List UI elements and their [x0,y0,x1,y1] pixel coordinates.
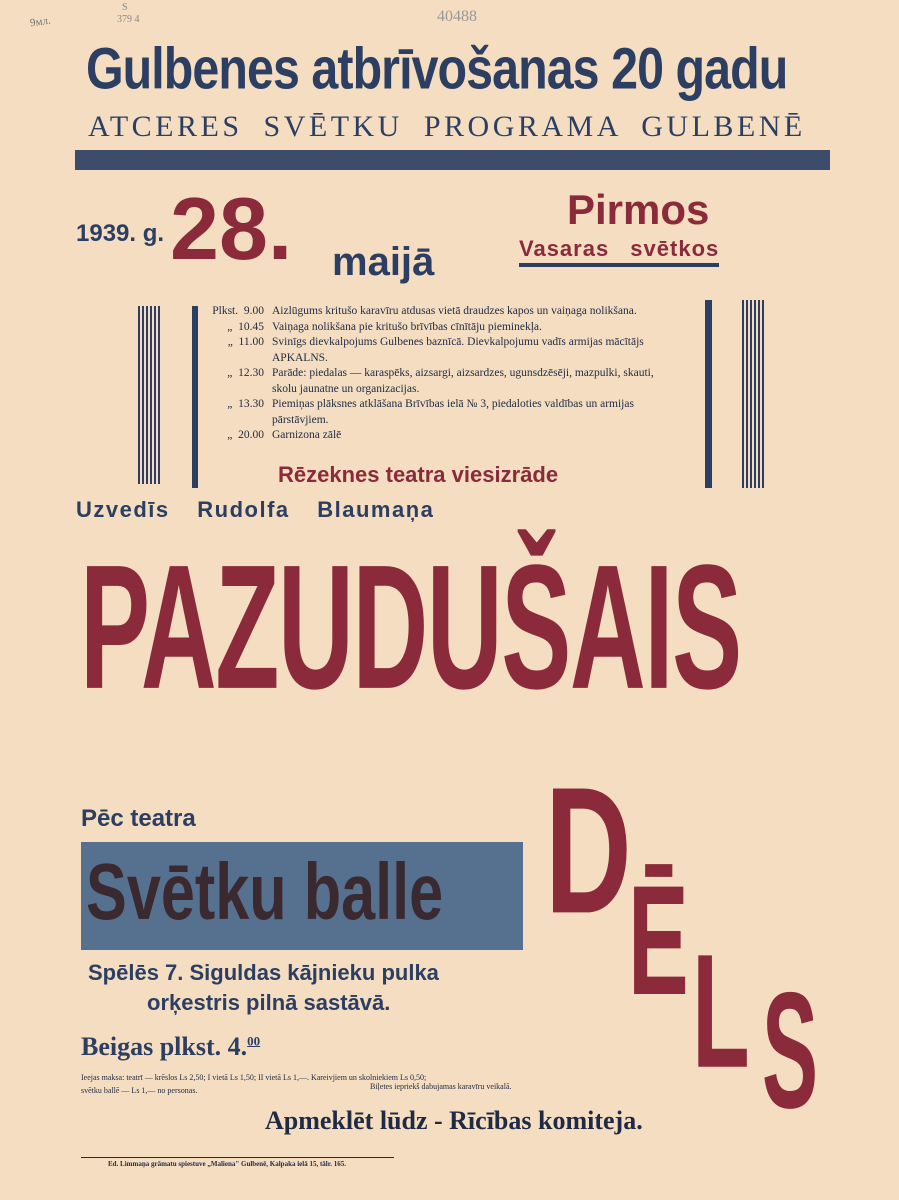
poster-title: Gulbenes atbrīvošanas 20 gadu [86,37,788,103]
ball-end-time [81,1032,260,1062]
printer-imprint: Ed. Limmaņa grāmatu spiestuve „Malienа" Gulbenē, Kalpaka ielā 15, tālr. 165. [108,1160,346,1168]
schedule-time: 13.30 [238,398,264,410]
schedule-prefix: „ [227,398,233,410]
archive-mark-left: 9мл. [29,14,52,30]
schedule-item [200,397,680,428]
play-title-letter-e: Ē [628,852,689,1028]
schedule-text: Parāde: piedalas — karaspēks, aizsargi, aizsardzes, ugunsdzēsēji, mazpulki, skauti, skolu jaunatne un organizacijas. [272,367,654,395]
festival-line2: Vasaras svētkos [519,236,719,267]
closing-line: Apmeklēt lūdz - Rīcības komiteja. [265,1106,643,1135]
poster-subtitle: ATCERES SVĒTKU PROGRAMA GULBENĒ [88,110,806,143]
date-day: 28. [170,179,293,278]
prices-line3: Biļetes iepriekš dabujamas karavīru veikalā. [370,1082,512,1091]
ball-end-minutes: 00 [247,1033,261,1049]
schedule-item [200,320,680,336]
footer-rule [81,1157,394,1158]
ball-title-box [81,842,523,950]
date-month: maijā [332,240,435,284]
header-divider [75,150,830,170]
schedule-prefix: „ [227,320,233,333]
play-title-letter-s: S [762,957,819,1143]
schedule-prefix: Plkst. [212,305,239,317]
schedule-item [200,335,680,366]
schedule-time: 10.45 [238,320,264,333]
schedule-item [200,366,680,397]
ball-music-line2: orķestris pilnā sastāvā. [147,990,391,1015]
schedule-text: Aizlūgums kritušo karavīru atdusas vietā draudzes kapos un vaiņaga nolikšana. [272,305,637,317]
schedule-list [200,304,680,444]
schedule-text: Svinīgs dievkalpojums Gulbenes baznīcā. Dievkalpojumu vadīs armijas mācītājs APKALNS. [272,336,644,364]
left-bar-decoration [192,306,198,488]
schedule-prefix: „ [227,336,233,348]
ball-intro: Pēc teatra [81,805,196,832]
ball-end-label: Beigas plkst. 4. [81,1032,248,1061]
prices-line2: svētku ballē — Ls 1,— no personas. [81,1086,198,1095]
ball-title: Svētku balle [86,847,444,937]
festival-line1: Pirmos [567,186,710,233]
archive-mark-right: 40488 [437,8,477,25]
archive-mark-middle-top: S [122,2,128,13]
right-stripes-decoration [742,300,764,488]
schedule-prefix: „ [227,429,233,441]
play-title-word1: PAZUDUŠAIS [80,527,741,726]
play-title-letter-d: D [545,749,632,951]
schedule-text: Vaiņaga nolikšana pie kritušo brīvības cīnītāju pieminekļa. [272,320,542,333]
right-bar-decoration [705,300,712,488]
schedule-text: Piemiņas plāksnes atklāšana Brīvības ielā № 3, piedaloties valdības un armijas pārstāvjiem. [272,398,634,426]
prices-line1: Ieejas maksa: teatrī — krēslos Ls 2,50; I vietā Ls 1,50; II vietā Ls 1,—. Kareivjiem un skolniekiem Ls 0,50; [81,1073,427,1082]
left-stripes-decoration [138,306,160,484]
schedule-time: 12.30 [238,367,264,379]
schedule-time: 9.00 [243,305,264,317]
schedule-time: 11.00 [238,336,264,348]
ball-music-line1: Spēlēs 7. Siguldas kājnieku pulka [88,960,439,985]
guest-performance: Rēzeknes teatra viesizrāde [278,462,559,487]
play-title-letter-l: L [692,920,750,1102]
date-year: 1939. g. [76,220,165,247]
schedule-prefix: „ [227,367,233,379]
playwright-byline: Uzvedīs Rudolfa Blaumaņa [76,497,435,522]
schedule-item [200,304,680,320]
schedule-item [200,428,680,444]
schedule-text: Garnizona zālē [272,429,342,441]
schedule-time: 20.00 [238,429,264,441]
archive-mark-middle-bottom: 379 4 [117,14,140,25]
